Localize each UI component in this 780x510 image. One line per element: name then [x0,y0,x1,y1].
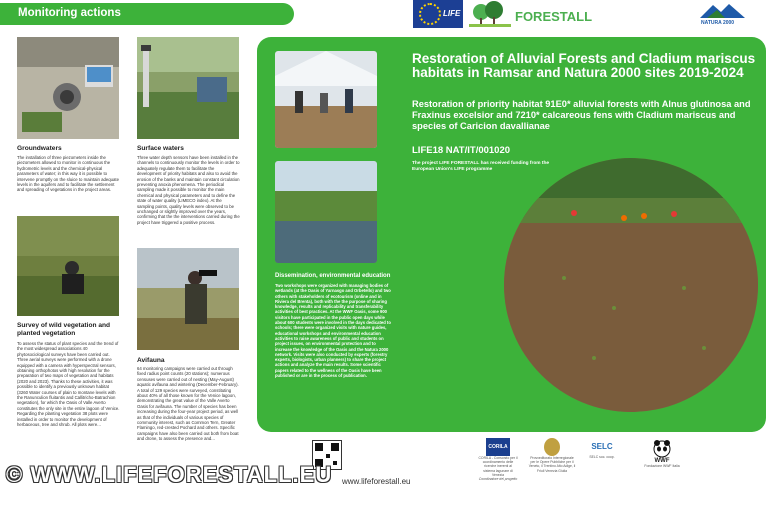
partner-regione [528,438,576,473]
dissemination-title: Dissemination, environmental education [275,273,391,279]
groundwaters-title: Groundwaters [17,145,62,152]
website-url[interactable]: www.lifeforestall.eu [342,477,411,486]
section-header-tab [0,3,294,25]
dissemination-text: Two workshops were organized with managing bodies of wetlands (at the Oasis of Yarnasgo and Orbetello) and two others with stakeholders of ecotourism (online and in Riviera del Brenta), both with the the purpose of sharing knowledge, results and replicability and transferability activities of best practices. At the WWF Oasis, some 900 visitors have participated in the public open days while about 600 students were involved in the days dedicated to schools; there were organized visits with nature guides, educational workshops and environmental education activities to raise awareness of public and students on project issues, on environmental protection and to increase the knowledge of the Oasis and the Natura 2000 network. Visits were also conducted by experts (forestry experts, biologists, urban planners) to share the project actions and analyze the main results. Some scientific papers related to the wellness of the Oasis have been published or are in the process of publication. [275,283,391,379]
avifauna-photo [137,248,239,350]
partner-corila [478,438,518,481]
funding-statement: The project LIFE FORESTALL has received funding from the European Union's LIFE programme [412,161,550,172]
project-title: Restoration of Alluvial Forests and Cladium mariscus habitats in Ramsar and Natura 2000 sites 2019-2024 [412,51,756,80]
corila-role: Coordinatore del progetto [478,477,518,482]
vegetation-survey-photo [17,216,119,316]
tree-logo-icon [467,0,513,28]
corila-caption: CORILA - Consorzio per il coordinamento delle ricerche inerenti al sistema lagunare di Venezia [478,456,518,477]
natura-2000-text: NATURA 2000 [701,20,735,26]
guided-visit-photo [275,161,377,263]
avifauna-title: Avifauna [137,357,165,364]
workshop-photo [275,51,377,148]
avifauna-text: 64 monitoring campaigns were carried out through fixed radius point counts (20 stations); numerous censuses were carried out of nesting (May-August) aquatic avifauna and wintering (December-February). A total of 129 species were surveyed, constituting about 40% of all those known for the Venice lagoon, demonstrating the great value of the Valle Averto Oasis for avifauna. The number of species has been increasing during the four-year project period, as well as that of the individuals of various species of community interest, such as Common Tern, Greater Flamingo, red-crested Pochard and others. Specific campaigns have also been carried out both from boat and drone, to assess the presence and... [137,366,239,442]
forestall-wordmark: FORESTALL [515,9,593,24]
natura-2000-icon [695,0,750,20]
eu-stars-icon [419,3,441,25]
vegetation-text: To assess the status of plant species and the trend of the most widespread associations 40 phytosociological surveys have been carried out. Three aerial surveys were performed with a drone equipped with a camera with hyperspectral sensors, obtaining orthophotos with high resolution for the preparation of two maps of vegetation and habitats (2020 and 2023). Thanks to these activities, it was possible to identify a previously unknown habitat (3260 Water courses of plain to montane levels with the Ranunculion fluitantis and Callitricho-Batrachion vegetation), for which the Oasis of Valle Averto constitutes the only site in the entire lagoon of Venice. Regarding the planting vegetation 38 plots were installed in order to monitor the development of herbaceous, tree and shrub. All plots were... [17,341,120,428]
planting-site-photo [504,158,758,412]
watermark: © WWW.LIFEFORESTALL.EU [6,462,333,487]
selc-caption: SELC soc. coop. [589,455,615,459]
eu-life-logo [413,0,463,28]
wwf-logo-text: WWF [654,458,670,464]
partner-selc [584,442,620,459]
italian-emblem-icon [544,438,560,456]
wwf-caption: Fondazione WWF Italia [644,464,680,468]
project-subtitle: Restoration of priority habitat 91E0* alluvial forests with Alnus glutinosa and Fraxinus excelsior and 7210* calcareous fens with Cladium mariscus and species of Caricion davallianae [412,99,751,131]
section-title: Monitoring actions [18,7,121,19]
vegetation-title: Survey of wild vegetation and planted vegetation [17,322,111,337]
panda-icon [652,438,672,458]
corila-logo: CORILA [486,438,510,456]
project-info-panel [257,37,766,432]
life-logo-text: LIFE [443,9,461,18]
selc-logo: SELC [591,442,613,451]
surface-waters-photo [137,37,239,139]
project-code: LIFE18 NAT/IT/001020 [412,145,511,156]
surface-waters-text: Three water depth sensors have been installed in the channels to continuously monitor the levels in order to adequately regulate them to facilitate the development of priority habitats and also to avoid the erosion of the banks and maintain constant circulation preventing anoxia phenomena. The periodical sampling made it possible to monitor the main chemical and physical parameters and to define the state of water quality (LIMECO index). At the sampling points, quality levels were observed to be unchanged or slightly improved over the years, confirming that the the interventions carried during the project have triggered a positive process. [137,155,240,225]
surface-waters-title: Surface waters [137,145,184,152]
forestall-logo [467,0,593,28]
regione-caption: Provveditorato Interregionale per le Opere Pubbliche per il Veneto, il Trentino Alto Adige, il Friuli Venezia Giulia [528,456,576,473]
natura-2000-logo [695,0,750,28]
groundwaters-text: The installation of three piezometers inside the piezometers allowed to monitor in continuous the hydrometric levels and the chemical-physical parameters of water; in this way it is possible to intervene promptly on the sluice to maintain adequate levels in the aquifers and to facilitate the settlement and spreading of vegetations in the project areas. [17,155,119,193]
groundwaters-photo [17,37,119,139]
partner-wwf [640,438,684,468]
